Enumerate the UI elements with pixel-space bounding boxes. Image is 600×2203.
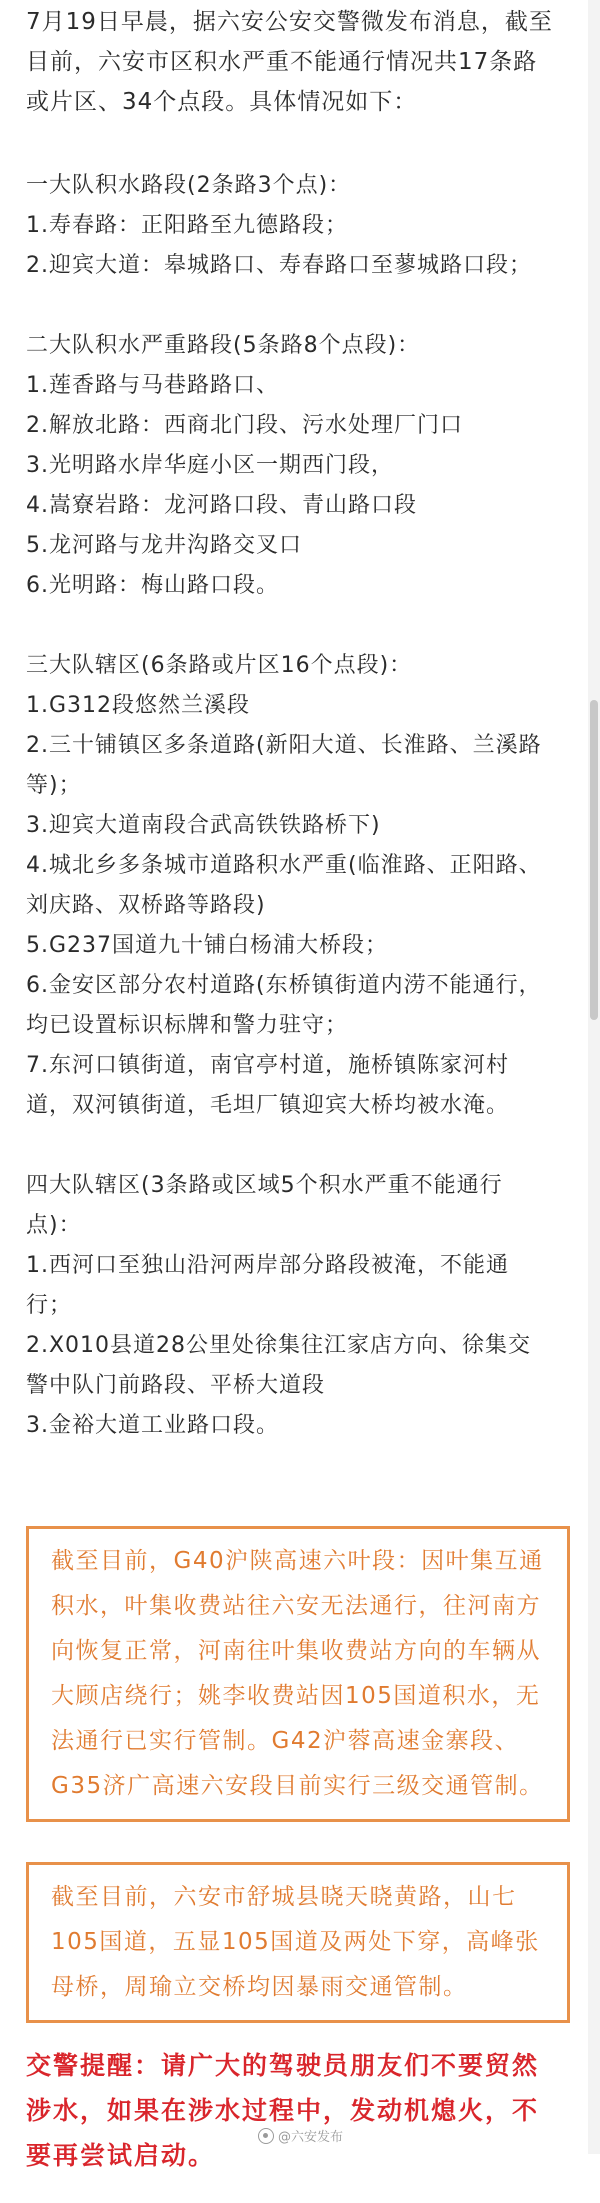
section-heading: 四大队辖区(3条路或区域5个积水严重不能通行点)： <box>26 1173 503 1238</box>
list-item: 3.光明路水岸华庭小区一期西门段， <box>26 453 394 478</box>
weibo-logo-icon <box>258 2128 274 2144</box>
list-item: 6.金安区部分农村道路(东桥镇街道内涝不能通行，均已设置标识标牌和警力驻守； <box>26 973 542 1038</box>
shucheng-notice-box: 截至目前，六安市舒城县晓天晓黄路，山七105国道，五显105国道及两处下穿，高峰张母桥，周瑜立交桥均因暴雨交通管制。 <box>26 1862 570 2023</box>
list-item: 3.金裕大道工业路口段。 <box>26 1413 279 1438</box>
list-item: 7.东河口镇街道，南官亭村道，施桥镇陈家河村道，双河镇街道，毛坦厂镇迎宾大桥均被水淹。 <box>26 1053 510 1118</box>
list-item: 1.莲香路与马巷路路口、 <box>26 373 279 398</box>
section-first-brigade <box>26 166 554 286</box>
list-item: 4.嵩寮岩路：龙河路口段、青山路口段 <box>26 493 417 518</box>
highway-notice-box: 截至目前，G40沪陕高速六叶段：因叶集互通积水，叶集收费站往六安无法通行，往河南方向恢复正常，河南往叶集收费站方向的车辆从大顾店绕行；姚李收费站因105国道积水，无法通行已实行管制。G42沪蓉高速金寨段、G35济广高速六安段目前实行三级交通管制。 <box>26 1526 570 1822</box>
list-item: 2.三十铺镇区多条道路(新阳大道、长淮路、兰溪路等)； <box>26 733 542 798</box>
list-item: 5.龙河路与龙井沟路交叉口 <box>26 533 302 558</box>
scrollbar-thumb[interactable] <box>590 700 598 1020</box>
scrollbar-track[interactable] <box>588 0 600 2154</box>
section-second-brigade <box>26 326 554 606</box>
list-item: 2.解放北路：西商北门段、污水处理厂门口 <box>26 413 463 438</box>
section-heading: 二大队积水严重路段(5条路8个点段)： <box>26 333 421 358</box>
watermark-text: @六安发布 <box>278 2130 344 2145</box>
list-item: 4.城北乡多条城市道路积水严重(临淮路、正阳路、刘庆路、双桥路等路段) <box>26 853 542 918</box>
list-item: 3.迎宾大道南段合武高铁铁路桥下) <box>26 813 381 838</box>
list-item: 5.G237国道九十铺白杨浦大桥段； <box>26 933 389 958</box>
section-fourth-brigade <box>26 1166 554 1446</box>
list-item: 1.寿春路：正阳路至九德路段； <box>26 213 348 238</box>
section-heading: 三大队辖区(6条路或片区16个点段)： <box>26 653 413 678</box>
list-item: 2.X010县道28公里处徐集往江家店方向、徐集交警中队门前路段、平桥大道段 <box>26 1333 532 1398</box>
list-item: 2.迎宾大道：皋城路口、寿春路口至蓼城路口段； <box>26 253 532 278</box>
list-item: 1.西河口至独山沿河两岸部分路段被淹，不能通行； <box>26 1253 509 1318</box>
section-heading: 一大队积水路段(2条路3个点)： <box>26 173 352 198</box>
list-item: 6.光明路：梅山路口段。 <box>26 573 279 598</box>
list-item: 1.G312段悠然兰溪段 <box>26 693 251 718</box>
traffic-police-warning: 交警提醒：请广大的驾驶员朋友们不要贸然涉水，如果在涉水过程中，发动机熄火，不要再尝试启动。 <box>26 2051 540 2170</box>
weibo-watermark <box>258 2126 343 2145</box>
intro-paragraph: 7月19日早晨，据六安公安交警微发布消息，截至目前，六安市区积水严重不能通行情况共17条路或片区、34个点段。具体情况如下： <box>26 9 553 115</box>
section-third-brigade <box>26 646 554 1126</box>
